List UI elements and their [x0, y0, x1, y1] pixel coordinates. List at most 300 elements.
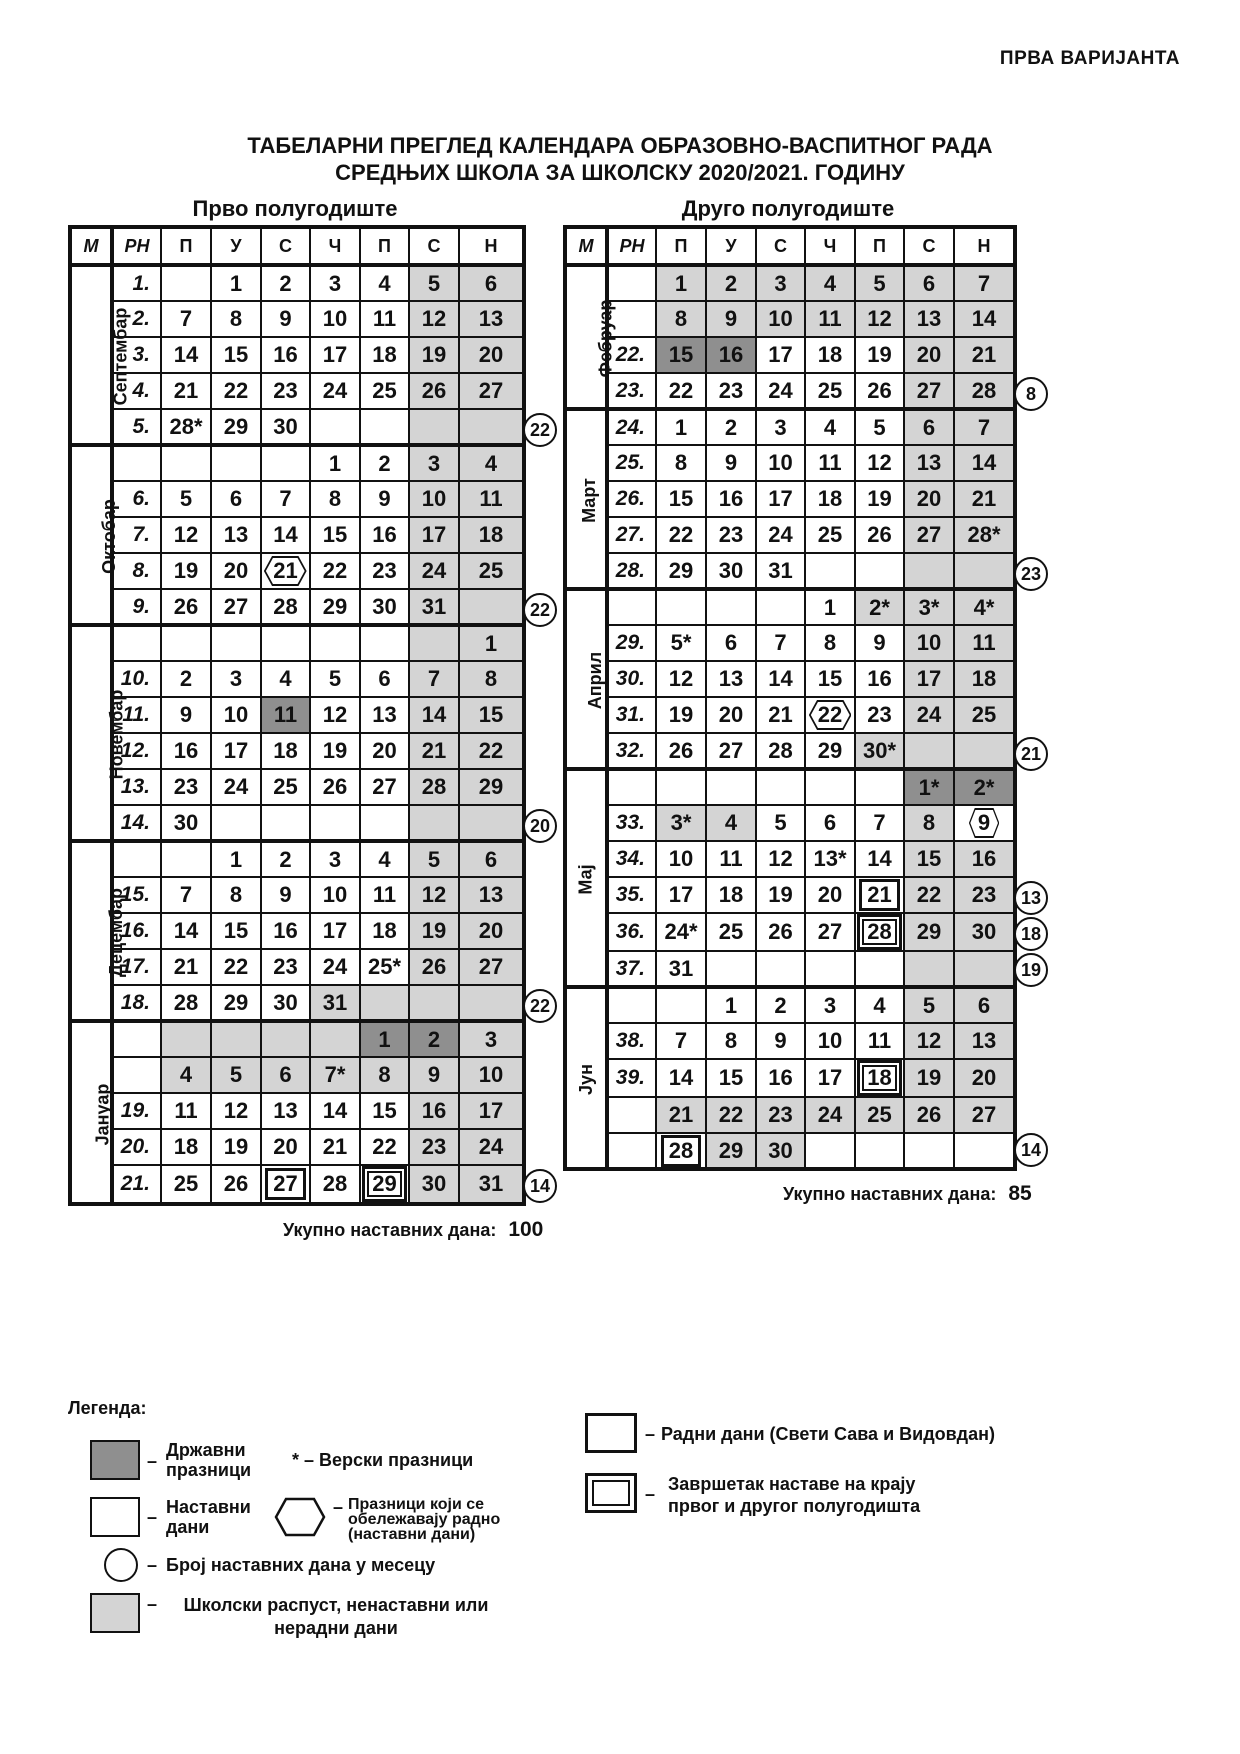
week-row — [565, 805, 1015, 841]
week-row — [70, 553, 524, 589]
day-cell: 24 — [310, 949, 360, 985]
day-cell: 29 — [706, 1133, 756, 1169]
day-cell: 18 — [805, 481, 855, 517]
day-cell: 5 — [904, 987, 954, 1023]
day-cell: 19 — [855, 337, 904, 373]
column-header: П — [161, 227, 211, 265]
day-cell: 9 — [161, 697, 211, 733]
column-header: У — [706, 227, 756, 265]
day-cell: 12 — [855, 301, 904, 337]
day-cell — [409, 409, 459, 445]
day-cell: 12 — [409, 301, 459, 337]
week-number: 9. — [112, 589, 161, 625]
day-cell: 27 — [459, 949, 524, 985]
day-cell — [855, 1059, 904, 1097]
day-cell: 25 — [954, 697, 1015, 733]
day-cell: 21 — [161, 373, 211, 409]
day-cell: 7 — [656, 1023, 706, 1059]
day-cell: 26 — [904, 1097, 954, 1133]
day-cell: 15 — [656, 337, 706, 373]
day-cell: 12 — [161, 517, 211, 553]
day-cell: 14 — [855, 841, 904, 877]
day-cell: 8 — [360, 1057, 409, 1093]
day-cell: 29 — [459, 769, 524, 805]
day-cell: 14 — [954, 301, 1015, 337]
day-cell: 28 — [310, 1165, 360, 1204]
day-cell: 10 — [656, 841, 706, 877]
week-row — [565, 337, 1015, 373]
day-cell: 4 — [360, 841, 409, 877]
day-cell: 21 — [954, 337, 1015, 373]
day-cell: 15 — [656, 481, 706, 517]
legend-count-circle — [104, 1548, 138, 1582]
week-number — [607, 589, 656, 625]
day-cell: 3 — [211, 661, 261, 697]
week-number: 25. — [607, 445, 656, 481]
observed-holiday-day: 9 — [977, 810, 991, 835]
day-cell: 13 — [954, 1023, 1015, 1059]
day-cell: 7 — [855, 805, 904, 841]
week-row — [565, 1023, 1015, 1059]
day-cell: 5 — [409, 265, 459, 301]
week-number: 29. — [607, 625, 656, 661]
month-label: Март — [565, 409, 607, 589]
day-cell: 24 — [459, 1129, 524, 1165]
day-cell: 25 — [706, 913, 756, 951]
day-cell: 6 — [805, 805, 855, 841]
day-cell: 1 — [459, 625, 524, 661]
day-cell: 28 — [161, 985, 211, 1021]
column-header: С — [904, 227, 954, 265]
day-cell — [805, 1133, 855, 1169]
term-end-day: 18 — [862, 1065, 896, 1091]
day-cell: 2 — [706, 409, 756, 445]
day-cell: 23 — [855, 697, 904, 733]
day-cell: 14 — [756, 661, 805, 697]
day-cell — [409, 805, 459, 841]
day-cell: 21 — [756, 697, 805, 733]
day-cell — [360, 985, 409, 1021]
legend-title: Легенда: — [68, 1398, 147, 1418]
day-cell: 20 — [904, 481, 954, 517]
day-cell: 2* — [855, 589, 904, 625]
day-cell: 30 — [360, 589, 409, 625]
day-cell: 5* — [656, 625, 706, 661]
day-cell: 13 — [261, 1093, 310, 1129]
week-number: 24. — [607, 409, 656, 445]
week-row — [70, 877, 524, 913]
day-cell: 23 — [756, 1097, 805, 1133]
day-cell: 11 — [261, 697, 310, 733]
second-half-title: Друго полугодиште — [681, 196, 895, 221]
day-cell: 17 — [756, 481, 805, 517]
day-cell: 12 — [310, 697, 360, 733]
teaching-days-count-circle: 20 — [523, 809, 557, 843]
day-cell: 4 — [706, 805, 756, 841]
week-number: 13. — [112, 769, 161, 805]
day-cell: 20 — [459, 913, 524, 949]
day-cell: 19 — [656, 697, 706, 733]
teaching-days-count-circle: 19 — [1014, 953, 1048, 987]
first-half-calendar — [68, 225, 526, 1206]
day-cell: 24* — [656, 913, 706, 951]
day-cell: 3 — [459, 1021, 524, 1057]
day-cell: 2 — [360, 445, 409, 481]
day-cell: 24 — [211, 769, 261, 805]
day-cell: 8 — [706, 1023, 756, 1059]
week-number — [607, 769, 656, 805]
day-cell: 19 — [409, 337, 459, 373]
day-cell: 24 — [756, 373, 805, 409]
week-number: 7. — [112, 517, 161, 553]
column-header: П — [855, 227, 904, 265]
legend-dash: – — [645, 1484, 656, 1504]
title-line-1: ТАБЕЛАРНИ ПРЕГЛЕД КАЛЕНДАРА ОБРАЗОВНО-ВАСПИТНОГ РАДА — [247, 133, 993, 158]
day-cell: 23 — [706, 373, 756, 409]
term-end-day: 28 — [862, 919, 896, 945]
legend-observed-label: Празници који се обележавају радно (наставни дани) — [348, 1496, 501, 1543]
day-cell: 14 — [656, 1059, 706, 1097]
legend-dash: – — [333, 1497, 344, 1517]
day-cell: 8 — [656, 445, 706, 481]
total-label: Укупно наставних дана: — [283, 1220, 497, 1240]
day-cell — [805, 951, 855, 987]
teaching-days-count-circle: 22 — [523, 989, 557, 1023]
legend-state-holidays-label: Државни празници — [166, 1440, 252, 1480]
legend-dash: – — [147, 1594, 158, 1614]
day-cell: 14 — [409, 697, 459, 733]
day-cell — [261, 553, 310, 589]
month-label: Јануар — [70, 1021, 112, 1204]
day-cell: 18 — [459, 517, 524, 553]
day-cell: 22 — [459, 733, 524, 769]
day-cell: 9 — [855, 625, 904, 661]
legend-end-swatch — [585, 1473, 637, 1513]
day-cell — [261, 1021, 310, 1057]
month-label: Децембар — [70, 841, 112, 1021]
day-cell: 20 — [261, 1129, 310, 1165]
day-cell: 18 — [360, 337, 409, 373]
day-cell: 10 — [211, 697, 261, 733]
day-cell: 22 — [656, 373, 706, 409]
day-cell: 11 — [161, 1093, 211, 1129]
day-cell: 16 — [706, 337, 756, 373]
day-cell: 16 — [261, 337, 310, 373]
day-cell — [261, 625, 310, 661]
day-cell: 7 — [161, 301, 211, 337]
week-number: 37. — [607, 951, 656, 987]
day-cell: 29 — [904, 913, 954, 951]
column-header: М — [70, 227, 112, 265]
week-number: 34. — [607, 841, 656, 877]
day-cell — [211, 805, 261, 841]
second-half-calendar — [563, 225, 1017, 1171]
day-cell: 22 — [706, 1097, 756, 1133]
week-row — [70, 841, 524, 877]
day-cell: 1 — [656, 265, 706, 301]
day-cell: 17 — [459, 1093, 524, 1129]
legend-working-swatch — [585, 1413, 637, 1453]
week-number: 4. — [112, 373, 161, 409]
day-cell: 7 — [261, 481, 310, 517]
day-cell — [409, 625, 459, 661]
week-row — [70, 517, 524, 553]
week-row — [565, 589, 1015, 625]
observed-holiday-octagon — [809, 700, 851, 730]
legend-dash: – — [147, 1555, 158, 1575]
week-row — [70, 805, 524, 841]
day-cell: 21 — [954, 481, 1015, 517]
legend-break-swatch — [90, 1593, 140, 1633]
title-line-2: СРЕДЊИХ ШКОЛА ЗА ШКОЛСКУ 2020/2021. ГОДИНУ — [335, 160, 905, 185]
day-cell: 14 — [161, 337, 211, 373]
day-cell: 26 — [409, 373, 459, 409]
week-row — [565, 1097, 1015, 1133]
octagon-icon — [274, 1497, 326, 1537]
column-header: С — [756, 227, 805, 265]
day-cell: 29 — [211, 409, 261, 445]
day-cell: 25 — [360, 373, 409, 409]
day-cell: 4* — [954, 589, 1015, 625]
day-cell: 21 — [656, 1097, 706, 1133]
day-cell: 28* — [161, 409, 211, 445]
week-row — [565, 553, 1015, 589]
day-cell — [211, 1021, 261, 1057]
day-cell: 21 — [161, 949, 211, 985]
total-value: 85 — [1008, 1182, 1032, 1205]
day-cell: 31 — [459, 1165, 524, 1204]
day-cell — [855, 1133, 904, 1169]
legend-count-label: Број наставних дана у месецу — [166, 1555, 436, 1575]
week-number: 3. — [112, 337, 161, 373]
day-cell: 10 — [459, 1057, 524, 1093]
day-cell: 26 — [855, 517, 904, 553]
week-number: 38. — [607, 1023, 656, 1059]
day-cell: 22 — [310, 553, 360, 589]
day-cell: 19 — [161, 553, 211, 589]
total-value: 100 — [508, 1218, 544, 1241]
week-row — [70, 949, 524, 985]
day-cell: 3 — [409, 445, 459, 481]
column-header: С — [261, 227, 310, 265]
day-cell: 4 — [805, 409, 855, 445]
week-number: 18. — [112, 985, 161, 1021]
week-number: 1. — [112, 265, 161, 301]
day-cell — [310, 409, 360, 445]
variant-label: ПРВА ВАРИЈАНТА — [999, 48, 1180, 69]
day-cell: 18 — [360, 913, 409, 949]
legend-dash: – — [147, 1507, 158, 1527]
day-cell: 23 — [261, 373, 310, 409]
legend-observed-swatch — [274, 1497, 326, 1537]
day-cell: 24 — [409, 553, 459, 589]
day-cell — [706, 769, 756, 805]
day-cell: 24 — [805, 1097, 855, 1133]
day-cell: 3 — [310, 841, 360, 877]
teaching-days-count-circle: 13 — [1014, 881, 1048, 915]
day-cell: 13 — [904, 301, 954, 337]
column-header: Н — [954, 227, 1015, 265]
week-row — [70, 733, 524, 769]
day-cell: 29 — [656, 553, 706, 589]
day-cell: 20 — [954, 1059, 1015, 1097]
day-cell: 9 — [706, 445, 756, 481]
day-cell: 24 — [904, 697, 954, 733]
day-cell: 17 — [904, 661, 954, 697]
day-cell — [656, 769, 706, 805]
day-cell — [310, 805, 360, 841]
week-number: 28. — [607, 553, 656, 589]
day-cell — [459, 589, 524, 625]
day-cell: 23 — [360, 553, 409, 589]
month-label: Фебруар — [565, 265, 607, 409]
week-row — [70, 481, 524, 517]
legend-dash: – — [645, 1424, 656, 1444]
day-cell: 2 — [409, 1021, 459, 1057]
day-cell: 15 — [706, 1059, 756, 1097]
week-row — [565, 517, 1015, 553]
day-cell: 5 — [855, 265, 904, 301]
day-cell: 3 — [805, 987, 855, 1023]
week-row — [70, 769, 524, 805]
week-number: 12. — [112, 733, 161, 769]
column-header: РН — [607, 227, 656, 265]
week-row — [565, 697, 1015, 733]
day-cell: 5 — [756, 805, 805, 841]
week-row — [70, 337, 524, 373]
day-cell — [954, 733, 1015, 769]
teaching-days-count-circle: 14 — [1014, 1133, 1048, 1167]
week-row — [70, 301, 524, 337]
week-row — [70, 661, 524, 697]
day-cell: 15 — [211, 337, 261, 373]
day-cell: 12 — [656, 661, 706, 697]
day-cell — [855, 877, 904, 913]
week-number — [112, 625, 161, 661]
week-row — [565, 733, 1015, 769]
day-cell: 15 — [211, 913, 261, 949]
day-cell: 22 — [904, 877, 954, 913]
day-cell: 11 — [706, 841, 756, 877]
week-number: 20. — [112, 1129, 161, 1165]
day-cell — [310, 625, 360, 661]
teaching-days-count-circle: 22 — [523, 593, 557, 627]
week-number: 22. — [607, 337, 656, 373]
day-cell: 10 — [805, 1023, 855, 1059]
legend-end-inner — [592, 1480, 630, 1506]
day-cell: 13 — [459, 301, 524, 337]
day-cell: 31 — [656, 951, 706, 987]
day-cell: 24 — [310, 373, 360, 409]
week-row — [565, 625, 1015, 661]
day-cell: 18 — [805, 337, 855, 373]
day-cell: 11 — [954, 625, 1015, 661]
day-cell: 9 — [409, 1057, 459, 1093]
week-row — [70, 625, 524, 661]
day-cell: 7 — [954, 265, 1015, 301]
week-number: 5. — [112, 409, 161, 445]
column-header: М — [565, 227, 607, 265]
day-cell: 26 — [161, 589, 211, 625]
week-number — [607, 1133, 656, 1169]
day-cell: 2 — [161, 661, 211, 697]
day-cell: 20 — [459, 337, 524, 373]
week-row — [565, 951, 1015, 987]
day-cell: 2 — [706, 265, 756, 301]
week-number: 10. — [112, 661, 161, 697]
day-cell — [756, 589, 805, 625]
week-row — [565, 913, 1015, 951]
day-cell: 6 — [459, 265, 524, 301]
day-cell: 4 — [805, 265, 855, 301]
day-cell — [261, 805, 310, 841]
day-cell: 10 — [310, 301, 360, 337]
day-cell: 7 — [954, 409, 1015, 445]
day-cell: 15 — [459, 697, 524, 733]
day-cell: 25 — [805, 373, 855, 409]
day-cell: 12 — [855, 445, 904, 481]
day-cell: 9 — [261, 877, 310, 913]
legend-religious-label: * – Верски празници — [292, 1450, 474, 1470]
day-cell: 21 — [310, 1129, 360, 1165]
month-label: Новембар — [70, 625, 112, 841]
day-cell — [409, 985, 459, 1021]
day-cell: 23 — [706, 517, 756, 553]
day-cell: 19 — [310, 733, 360, 769]
day-cell: 1* — [904, 769, 954, 805]
day-cell: 25 — [161, 1165, 211, 1204]
day-cell: 3 — [756, 409, 805, 445]
day-cell: 1 — [310, 445, 360, 481]
day-cell: 30 — [261, 985, 310, 1021]
day-cell — [459, 985, 524, 1021]
week-row — [70, 913, 524, 949]
week-row — [70, 409, 524, 445]
day-cell: 5 — [211, 1057, 261, 1093]
day-cell: 19 — [756, 877, 805, 913]
day-cell: 23 — [161, 769, 211, 805]
day-cell: 22 — [211, 373, 261, 409]
week-number: 30. — [607, 661, 656, 697]
week-row — [565, 265, 1015, 301]
week-row — [70, 1165, 524, 1204]
day-cell: 31 — [409, 589, 459, 625]
day-cell: 22 — [211, 949, 261, 985]
day-cell: 4 — [161, 1057, 211, 1093]
week-row — [565, 877, 1015, 913]
day-cell: 28 — [409, 769, 459, 805]
teaching-days-count-circle: 8 — [1014, 377, 1048, 411]
day-cell: 7 — [409, 661, 459, 697]
day-cell — [261, 1165, 310, 1204]
week-row — [70, 589, 524, 625]
day-cell — [756, 769, 805, 805]
day-cell — [360, 805, 409, 841]
day-cell: 13 — [706, 661, 756, 697]
day-cell: 26 — [310, 769, 360, 805]
term-end-box — [857, 1060, 901, 1096]
working-day-box: 27 — [265, 1168, 305, 1200]
day-cell: 15 — [360, 1093, 409, 1129]
day-cell: 2* — [954, 769, 1015, 805]
day-cell: 17 — [310, 337, 360, 373]
column-header: Ч — [310, 227, 360, 265]
week-number — [607, 265, 656, 301]
day-cell: 17 — [211, 733, 261, 769]
day-cell — [161, 625, 211, 661]
day-cell: 3* — [656, 805, 706, 841]
working-day-box: 28 — [661, 1135, 701, 1167]
